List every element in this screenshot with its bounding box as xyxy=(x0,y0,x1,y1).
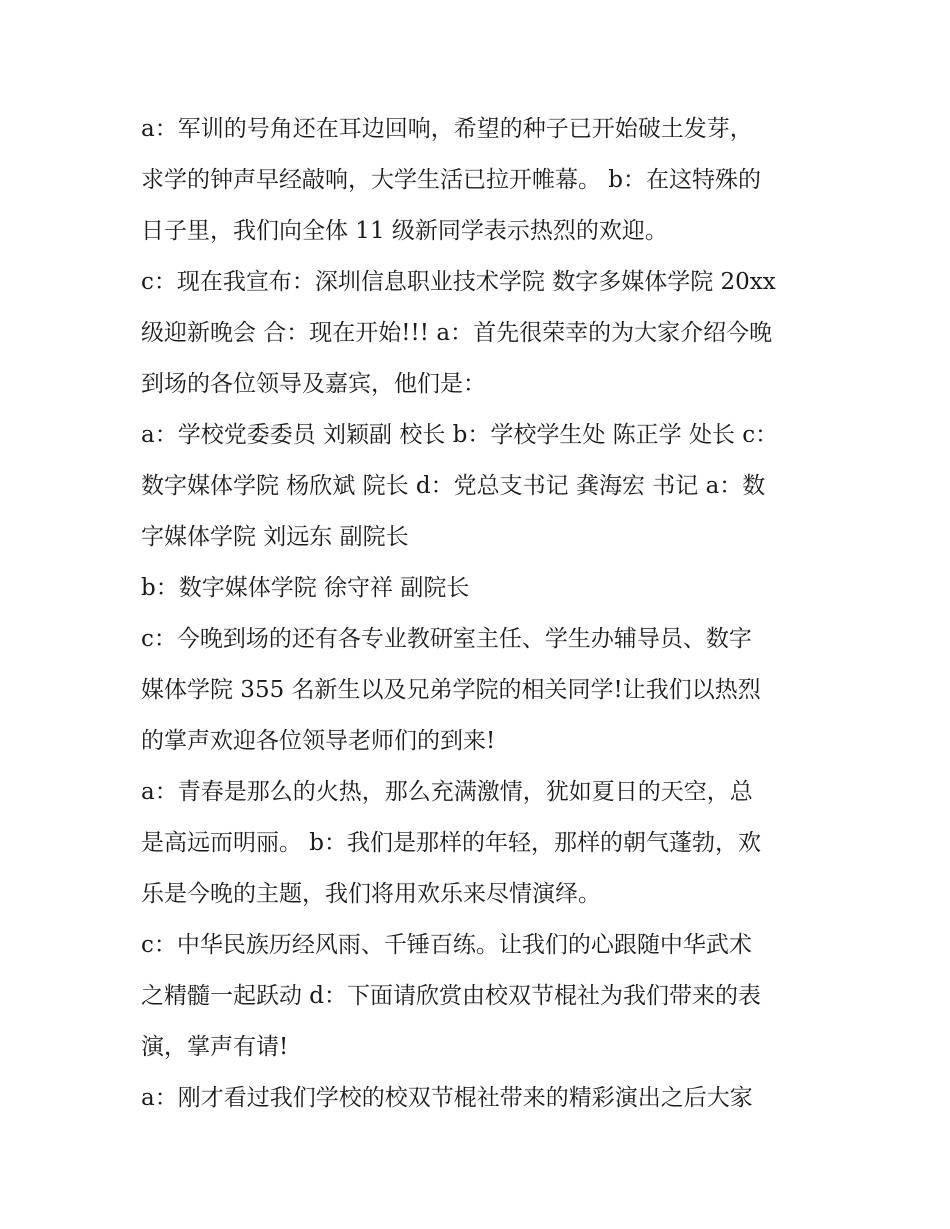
text-line: c：中华民族历经风雨、千锤百练。让我们的心跟随中华武术 xyxy=(141,932,752,958)
text-line: a：军训的号角还在耳边回响，希望的种子已开始破土发芽， xyxy=(141,116,753,142)
text-line: a：青春是那么的火热，那么充满激情，犹如夏日的天空，总 xyxy=(141,779,753,805)
text-line: 字媒体学院 刘远东 副院长 xyxy=(141,524,409,550)
body-text xyxy=(141,104,813,1124)
text-line: 演，掌声有请! xyxy=(141,1034,289,1060)
text-line: 是高远而明丽。 b：我们是那样的年轻，那样的朝气蓬勃，欢 xyxy=(141,830,762,856)
text-line: a：刚才看过我们学校的校双节棍社带来的精彩演出之后大家 xyxy=(141,1085,753,1111)
text-line: c：今晚到场的还有各专业教研室主任、学生办辅导员、数字 xyxy=(141,626,752,652)
text-line: b：数字媒体学院 徐守祥 副院长 xyxy=(141,575,470,601)
text-line: 之精髓一起跃动 d：下面请欣赏由校双节棍社为我们带来的表 xyxy=(141,983,762,1009)
text-line: 乐是今晚的主题，我们将用欢乐来尽情演绎。 xyxy=(141,881,601,907)
text-line: 级迎新晚会 合：现在开始!!! a：首先很荣幸的为大家介绍今晚 xyxy=(141,320,773,346)
text-line: 数字媒体学院 杨欣斌 院长 d：党总支书记 龚海宏 书记 a：数 xyxy=(141,473,766,499)
text-line: 求学的钟声早经敲响，大学生活已拉开帷幕。 b：在这特殊的 xyxy=(141,167,762,193)
text-line: 媒体学院 355 名新生以及兄弟学院的相关同学!让我们以热烈 xyxy=(141,677,761,703)
text-line: c：现在我宣布：深圳信息职业技术学院 数字多媒体学院 20xx xyxy=(141,269,776,295)
text-line: 的掌声欢迎各位领导老师们的到来! xyxy=(141,728,496,754)
text-line: 日子里，我们向全体 11 级新同学表示热烈的欢迎。 xyxy=(141,218,668,244)
text-line: 到场的各位领导及嘉宾，他们是： xyxy=(141,371,486,397)
text-line: a：学校党委委员 刘颖副 校长 b：学校学生处 陈正学 处长 c： xyxy=(141,422,779,448)
